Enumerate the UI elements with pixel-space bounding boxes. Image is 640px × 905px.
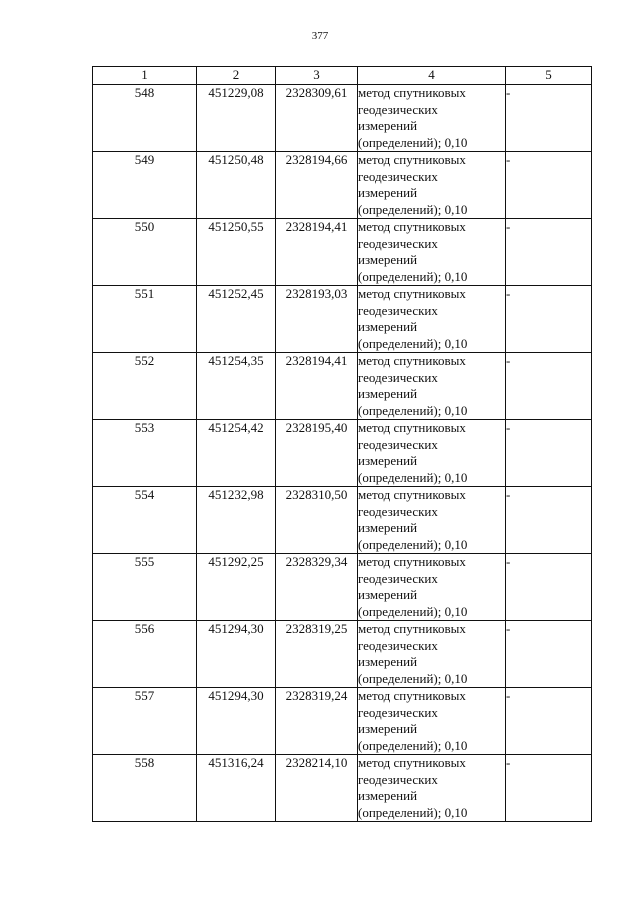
coordinate-y: 2328319,24 bbox=[276, 688, 358, 755]
method-description: метод спутниковых геодезических измерений (определений); 0,10 bbox=[358, 554, 506, 621]
table-row bbox=[93, 621, 592, 688]
method-description: метод спутниковых геодезических измерений (определений); 0,10 bbox=[358, 219, 506, 286]
point-number: 548 bbox=[93, 85, 197, 152]
coordinate-x: 451316,24 bbox=[197, 755, 276, 822]
point-number: 549 bbox=[93, 152, 197, 219]
column-header: 4 bbox=[358, 67, 506, 85]
note-cell: - bbox=[506, 353, 592, 420]
method-description: метод спутниковых геодезических измерений (определений); 0,10 bbox=[358, 755, 506, 822]
method-description: метод спутниковых геодезических измерений (определений); 0,10 bbox=[358, 487, 506, 554]
table-row bbox=[93, 755, 592, 822]
method-description: метод спутниковых геодезических измерений (определений); 0,10 bbox=[358, 353, 506, 420]
point-number: 558 bbox=[93, 755, 197, 822]
coordinate-y: 2328329,34 bbox=[276, 554, 358, 621]
coordinate-y: 2328195,40 bbox=[276, 420, 358, 487]
column-header: 1 bbox=[93, 67, 197, 85]
point-number: 556 bbox=[93, 621, 197, 688]
coordinate-x: 451254,42 bbox=[197, 420, 276, 487]
table-row bbox=[93, 152, 592, 219]
coordinate-y: 2328309,61 bbox=[276, 85, 358, 152]
coordinates-table bbox=[92, 66, 592, 822]
table-row bbox=[93, 353, 592, 420]
coordinate-y: 2328310,50 bbox=[276, 487, 358, 554]
coordinate-x: 451254,35 bbox=[197, 353, 276, 420]
note-cell: - bbox=[506, 152, 592, 219]
method-description: метод спутниковых геодезических измерений (определений); 0,10 bbox=[358, 152, 506, 219]
note-cell: - bbox=[506, 487, 592, 554]
coordinate-y: 2328193,03 bbox=[276, 286, 358, 353]
point-number: 553 bbox=[93, 420, 197, 487]
note-cell: - bbox=[506, 420, 592, 487]
table-header-row bbox=[93, 67, 592, 85]
point-number: 550 bbox=[93, 219, 197, 286]
coordinate-x: 451232,98 bbox=[197, 487, 276, 554]
table-row bbox=[93, 688, 592, 755]
coordinate-y: 2328194,41 bbox=[276, 353, 358, 420]
coordinate-x: 451252,45 bbox=[197, 286, 276, 353]
page-number: 377 bbox=[311, 30, 329, 42]
method-description: метод спутниковых геодезических измерений (определений); 0,10 bbox=[358, 85, 506, 152]
column-header: 5 bbox=[506, 67, 592, 85]
coordinate-x: 451250,55 bbox=[197, 219, 276, 286]
note-cell: - bbox=[506, 554, 592, 621]
coordinate-y: 2328319,25 bbox=[276, 621, 358, 688]
table-row bbox=[93, 554, 592, 621]
point-number: 554 bbox=[93, 487, 197, 554]
column-header: 2 bbox=[197, 67, 276, 85]
method-description: метод спутниковых геодезических измерений (определений); 0,10 bbox=[358, 420, 506, 487]
coordinate-y: 2328194,66 bbox=[276, 152, 358, 219]
table-row bbox=[93, 420, 592, 487]
coordinate-x: 451292,25 bbox=[197, 554, 276, 621]
table-row bbox=[93, 85, 592, 152]
coordinate-x: 451229,08 bbox=[197, 85, 276, 152]
note-cell: - bbox=[506, 286, 592, 353]
table-row bbox=[93, 286, 592, 353]
coordinate-x: 451294,30 bbox=[197, 688, 276, 755]
coordinate-y: 2328214,10 bbox=[276, 755, 358, 822]
table-row bbox=[93, 487, 592, 554]
note-cell: - bbox=[506, 219, 592, 286]
method-description: метод спутниковых геодезических измерений (определений); 0,10 bbox=[358, 621, 506, 688]
column-header: 3 bbox=[276, 67, 358, 85]
table-row bbox=[93, 219, 592, 286]
note-cell: - bbox=[506, 688, 592, 755]
method-description: метод спутниковых геодезических измерений (определений); 0,10 bbox=[358, 286, 506, 353]
point-number: 557 bbox=[93, 688, 197, 755]
point-number: 551 bbox=[93, 286, 197, 353]
coordinate-x: 451294,30 bbox=[197, 621, 276, 688]
coordinate-x: 451250,48 bbox=[197, 152, 276, 219]
note-cell: - bbox=[506, 85, 592, 152]
point-number: 555 bbox=[93, 554, 197, 621]
method-description: метод спутниковых геодезических измерений (определений); 0,10 bbox=[358, 688, 506, 755]
point-number: 552 bbox=[93, 353, 197, 420]
note-cell: - bbox=[506, 755, 592, 822]
note-cell: - bbox=[506, 621, 592, 688]
coordinate-y: 2328194,41 bbox=[276, 219, 358, 286]
